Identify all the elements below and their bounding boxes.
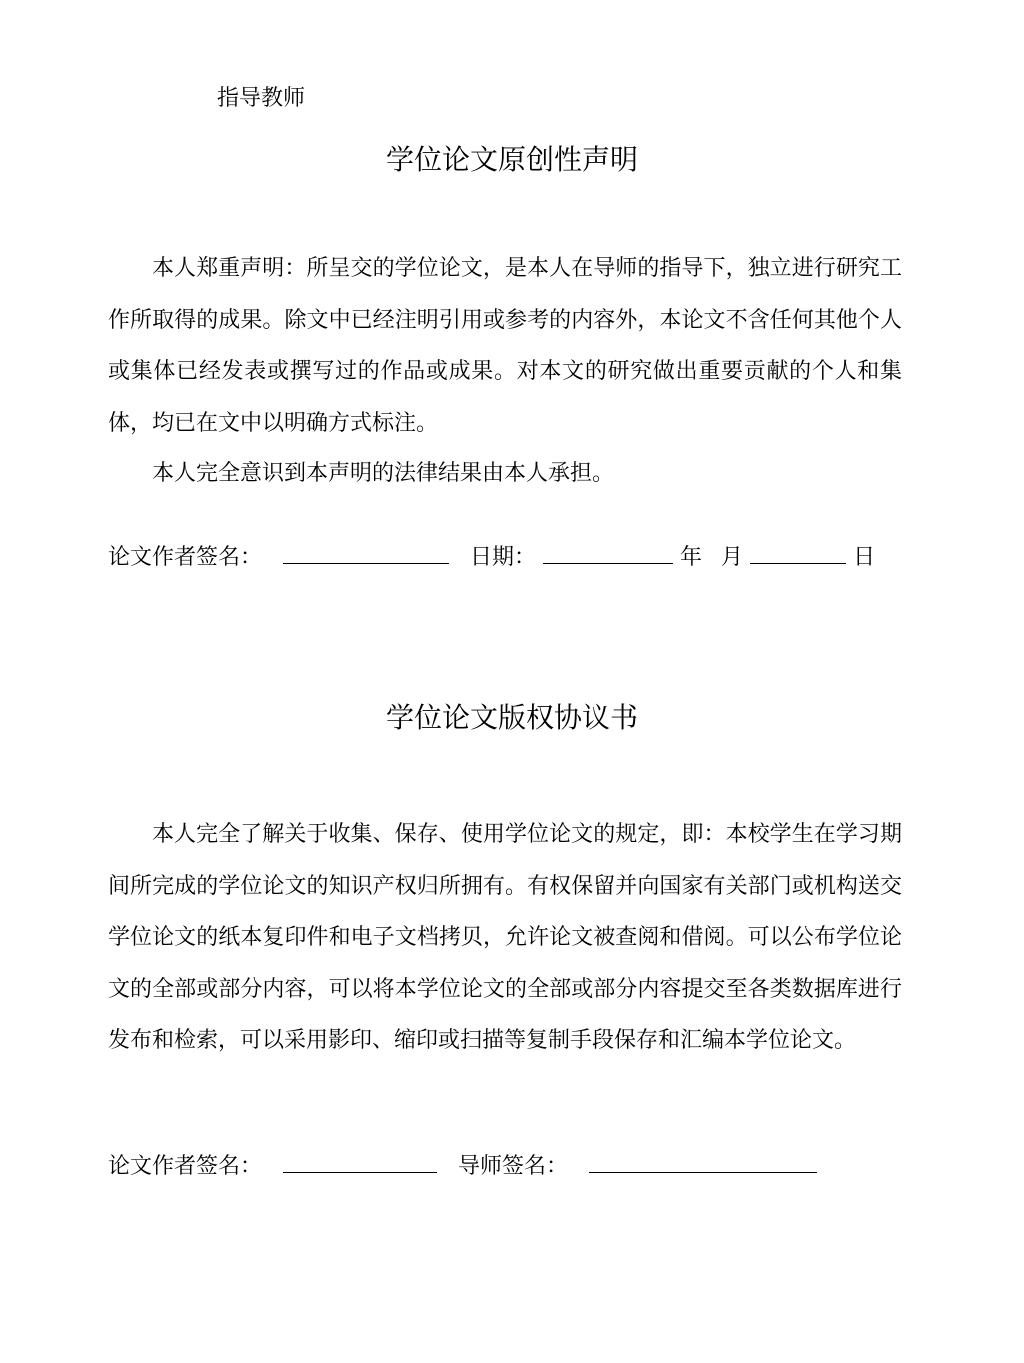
month-label: 月 <box>721 545 744 570</box>
author-signature-label: 论文作者签名： <box>108 545 263 570</box>
supervisor-signature-label: 导师签名： <box>458 1154 569 1179</box>
supervisor-label: 指导教师 <box>217 86 306 111</box>
author-signature-label: 论文作者签名： <box>108 1154 263 1179</box>
year-blank[interactable] <box>543 543 673 564</box>
originality-paragraph-1: 本人郑重声明：所呈交的学位论文，是本人在导师的指导下，独立进行研究工作所取得的成果。除文中已经注明引用或参考的内容外，本论文不含任何其他个人或集体已经发表或撰写过的作品或成果。对本文的研究做出重要贡献的个人和集体，均已在文中以明确方式标注。 <box>108 256 902 436</box>
originality-signature-line <box>108 543 875 573</box>
year-label: 年 <box>680 545 703 570</box>
copyright-title: 学位论文版权协议书 <box>385 701 638 734</box>
copyright-paragraph-1: 本人完全了解关于收集、保存、使用学位论文的规定，即：本校学生在学习期间所完成的学位论文的知识产权归所拥有。有权保留并向国家有关部门或机构送交学位论文的纸本复印件和电子文档拷贝，允许论文被查阅和借阅。可以公布学位论文的全部或部分内容，可以将本学位论文的全部或部分内容提交至各类数据库进行发布和检索，可以采用影印、缩印或扫描等复制手段保存和汇编本学位论文。 <box>108 822 902 1053</box>
date-label: 日期： <box>470 545 537 570</box>
copyright-signature-line <box>108 1152 817 1182</box>
author-signature-blank[interactable] <box>283 1152 437 1173</box>
month-day-blank[interactable] <box>750 543 846 564</box>
originality-paragraph-2: 本人完全意识到本声明的法律结果由本人承担。 <box>152 461 615 486</box>
originality-title: 学位论文原创性声明 <box>385 143 638 176</box>
day-label: 日 <box>853 545 876 570</box>
supervisor-signature-blank[interactable] <box>589 1152 817 1173</box>
author-signature-blank[interactable] <box>283 543 449 564</box>
